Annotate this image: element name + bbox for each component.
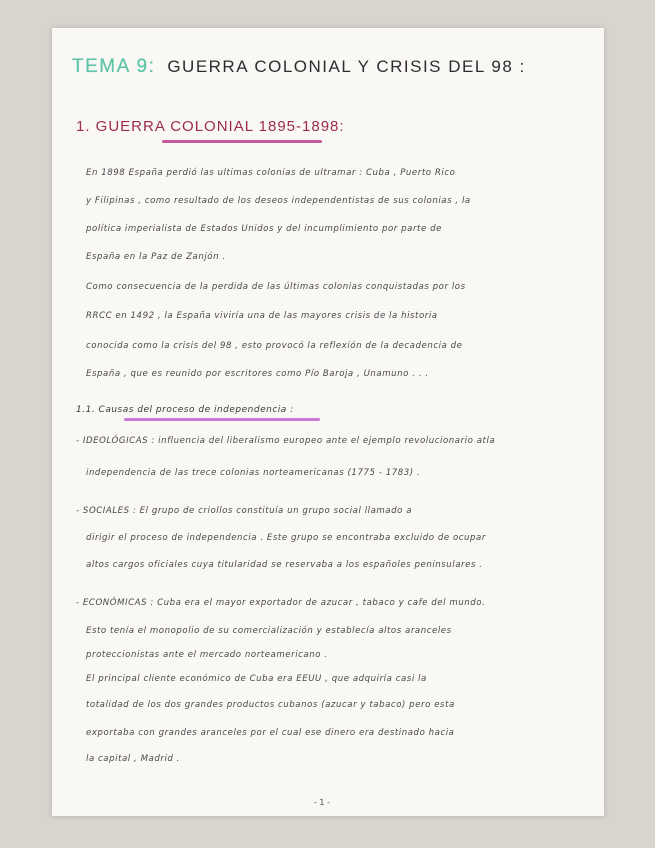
paragraph-2-line: RRCC en 1492 , la España viviría una de las mayores crisis de la historia	[86, 311, 438, 321]
cause-sociales-line: altos cargos oficiales cuya titularidad se reservaba a los españoles peninsulares .	[86, 560, 483, 570]
page-title	[72, 56, 526, 78]
title-text: GUERRA COLONIAL Y CRISIS DEL 98 :	[167, 57, 526, 76]
section-1-heading: 1. GUERRA COLONIAL 1895-1898:	[76, 118, 345, 135]
cause-economicas-line: Esto tenía el monopolio de su comercialización y establecía altos aranceles	[86, 626, 452, 636]
cause-economicas-line: proteccionistas ante el mercado norteamericano .	[86, 650, 328, 660]
cause-ideologicas-line: independencia de las trece colonias norteamericanas (1775 - 1783) .	[86, 468, 421, 478]
paragraph-2-line: España , que es reunido por escritores como Pío Baroja , Unamuno . . .	[86, 369, 429, 379]
paragraph-2-line: Como consecuencia de la perdida de las últimas colonias conquistadas por los	[86, 282, 466, 292]
tema-label: TEMA 9	[72, 56, 149, 77]
cause-economicas-line: - ECONÓMICAS : Cuba era el mayor exportador de azucar , tabaco y cafe del mundo.	[76, 598, 486, 608]
cause-ideologicas-line: - IDEOLÓGICAS : influencia del liberalismo europeo ante el ejemplo revolucionario atla	[76, 436, 496, 446]
section-1-1-underline	[124, 418, 320, 421]
cause-sociales-line: dirigir el proceso de independencia . Este grupo se encontraba excluido de ocupar	[86, 533, 486, 543]
cause-sociales-line: - SOCIALES : El grupo de criollos constituía un grupo social llamado a	[76, 506, 413, 516]
section-1-1-heading: 1.1. Causas del proceso de independencia :	[76, 405, 294, 415]
page-number: - 1 -	[314, 798, 330, 807]
tema-colon: :	[148, 56, 156, 77]
section-1-underline	[162, 140, 322, 143]
paragraph-2-line: conocida como la crisis del 98 , esto provocó la reflexión de la decadencia de	[86, 341, 463, 351]
notebook-page	[52, 28, 604, 816]
paragraph-1-line: política imperialista de Estados Unidos y del incumplimiento por parte de	[86, 224, 442, 234]
cause-economicas-line: la capital , Madrid .	[86, 754, 180, 764]
paragraph-1-line: España en la Paz de Zanjón .	[86, 252, 226, 262]
cause-economicas-line: exportaba con grandes aranceles por el cual ese dinero era destinado hacia	[86, 728, 455, 738]
cause-economicas-line: totalidad de los dos grandes productos cubanos (azucar y tabaco) pero esta	[86, 700, 455, 710]
cause-economicas-line: El principal cliente económico de Cuba era EEUU , que adquiría casi la	[86, 674, 427, 684]
paragraph-1-line: y Filipinas , como resultado de los deseos independentistas de sus colonias , la	[86, 196, 471, 206]
paragraph-1-line: En 1898 España perdió las ultimas colonias de ultramar : Cuba , Puerto Rico	[86, 168, 456, 178]
